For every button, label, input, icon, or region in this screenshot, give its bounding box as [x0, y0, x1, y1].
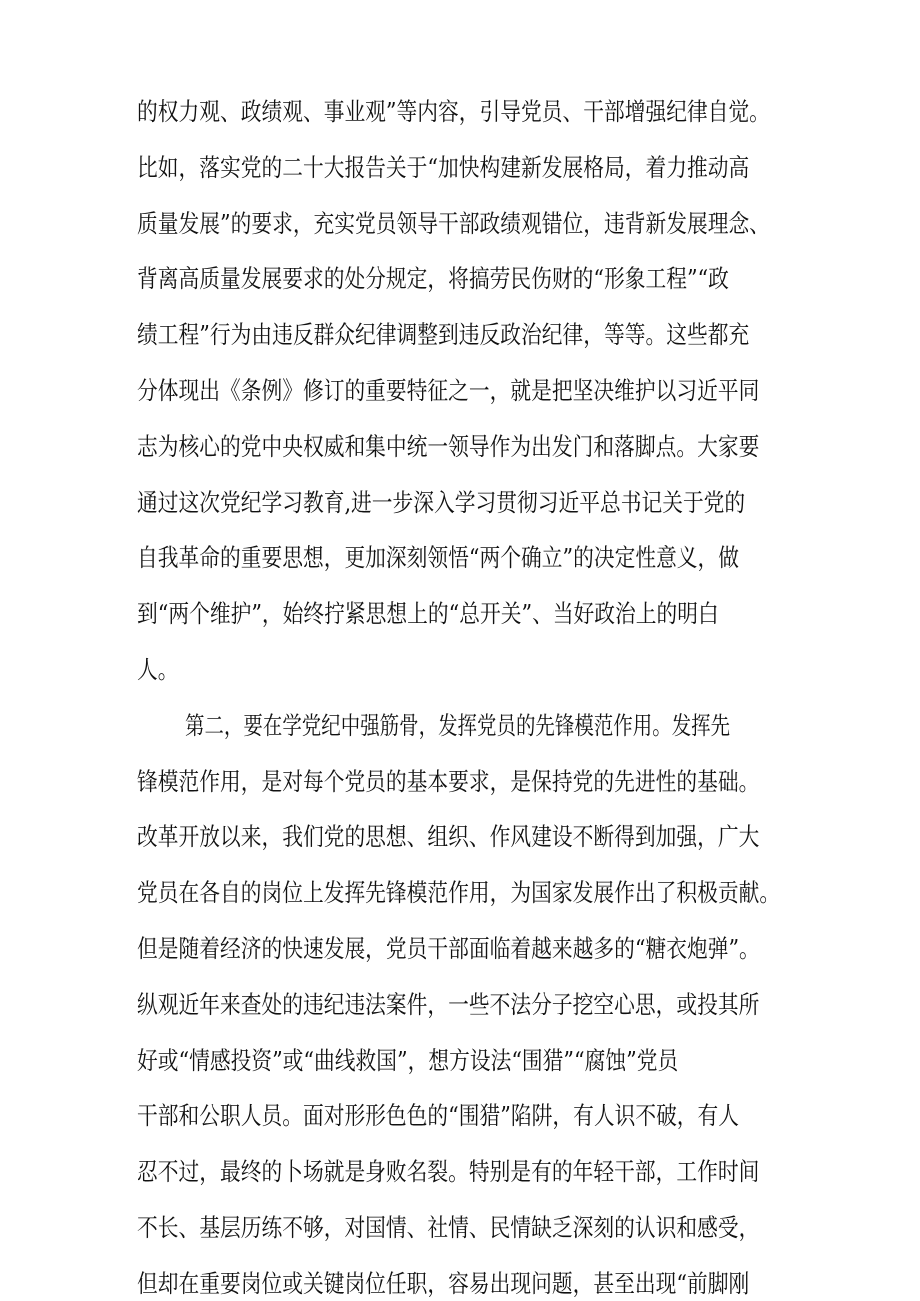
text-line: 干部和公职人员。面对形形色色的“围猎”陷阱，有人识不破，有人 — [137, 1101, 740, 1130]
text-line: 分体现出《条例》修订的重要特征之一，就是把坚决维护以习近平同 — [137, 376, 760, 405]
text-line: 到“两个维护”，始终拧紧思想上的“总开关”、当好政治上的明白 — [137, 599, 719, 628]
text-line: 忍不过，最终的卜场就是身败名裂。特别是有的年轻干部，工作时间 — [137, 1157, 760, 1186]
text-line: 的权力观、政绩观、事业观”等内容，引导党员、干部增强纪律自觉。 — [137, 97, 770, 126]
text-line: 背离高质量发展要求的处分规定，将搞劳民伤财的“形象工程”“政 — [137, 264, 729, 293]
text-line: 绩工程”行为由违反群众纪律调整到违反政治纪律，等等。这些都充 — [137, 320, 750, 349]
text-line: 志为核心的党中央权威和集中统一领导作为出发门和落脚点。大家要 — [137, 432, 760, 461]
text-line: 改革开放以来，我们党的思想、组织、作风建设不断得到加强，广大 — [137, 822, 760, 851]
text-line: 锋模范作用，是对每个党员的基本要求，是保持党的先进性的基础。 — [137, 767, 760, 796]
text-line: 但却在重要岗位或关键岗位任职，容易出现问题，甚至出现“前脚刚 — [137, 1269, 750, 1298]
text-line: 好或“情感投资”或“曲线救国”，想方设法“围猎”“腐蚀”党员 — [137, 1046, 679, 1075]
text-line: 人。 — [137, 655, 179, 684]
text-line: 比如，落实党的二十大报告关于“加快构建新发展格局，着力推动高 — [137, 153, 750, 182]
text-line: 质量发展”的要求，充实党员领导干部政绩观错位，违背新发展理念、 — [137, 209, 770, 238]
paragraph-first-line: 第二，要在学党纪中强筋骨，发挥党员的先锋模范作用。发挥先 — [185, 711, 731, 740]
text-line: 纵观近年来查处的违纪违法案件，一些不法分子挖空心思，或投其所 — [137, 990, 760, 1019]
text-line: 自我革命的重要思想，更加深刻领悟“两个确立”的决定性意义，做 — [137, 543, 740, 572]
text-line: 党员在各自的岗位上发挥先锋模范作用，为国家发展作出了积极贡献。 — [137, 878, 781, 907]
text-line: 通过这次党纪学习教育,进一步深入学习贯彻习近平总书记关于党的 — [137, 488, 746, 517]
text-line: 不长、基层历练不够，对国情、社情、民情缺乏深刻的认识和感受， — [137, 1213, 760, 1242]
text-line: 但是随着经济的快速发展，党员干部面临着越来越多的“糖衣炮弹”。 — [137, 934, 760, 963]
